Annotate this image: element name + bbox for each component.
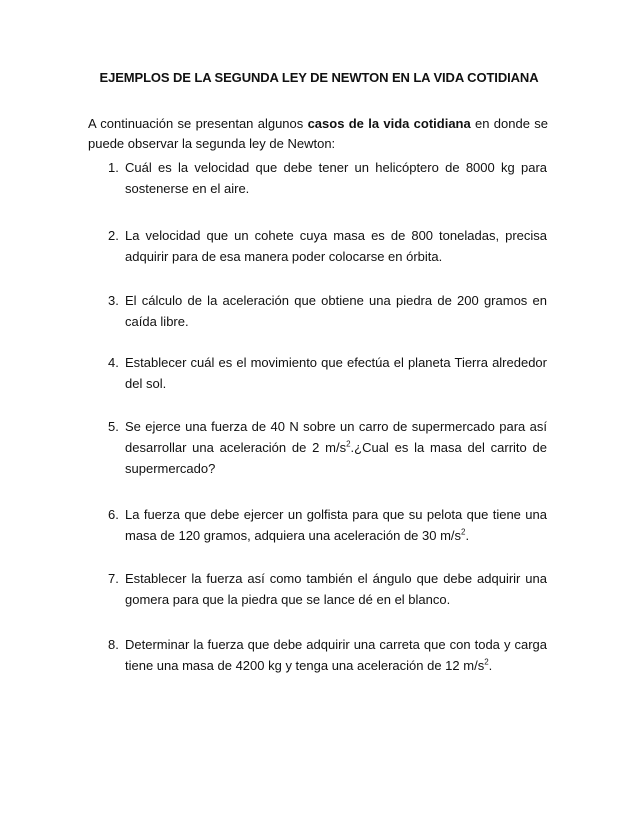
superscript: 2 <box>346 439 351 449</box>
list-item-number: 8. <box>108 637 119 652</box>
list-item-number: 7. <box>108 571 119 586</box>
list-item-text: Cuál es la velocidad que debe tener un helicóptero de 8000 kg para sostenerse en el aire. <box>125 160 547 196</box>
document-title: EJEMPLOS DE LA SEGUNDA LEY DE NEWTON EN LA VIDA COTIDIANA <box>99 70 539 85</box>
list-item-text-b: . <box>488 658 493 673</box>
list-item-text-b: .¿Cual es la masa del carrito de supermercado? <box>125 440 548 476</box>
list-item-number: 6. <box>108 507 119 522</box>
superscript: 2 <box>484 657 489 667</box>
superscript: 2 <box>461 527 466 537</box>
list-item-number: 3. <box>108 293 119 308</box>
intro-paragraph <box>88 114 548 154</box>
list-item-number: 2. <box>108 228 119 243</box>
intro-text-part1: A continuación se presentan algunos <box>88 116 308 131</box>
list-item-number: 1. <box>108 160 119 175</box>
intro-text-part2: en donde se <box>470 116 548 131</box>
list-item-text-a: Se ejerce una fuerza de 40 N sobre un carro de supermercado para así desarrollar una aceleración de 2 m/s <box>125 419 547 455</box>
list-item-text <box>125 504 547 546</box>
list-item-text: Establecer la fuerza así como también el ángulo que debe adquirir una gomera para que la piedra que se lance dé en el blanco. <box>125 571 547 607</box>
intro-bold-phrase: casos de la vida cotidiana <box>307 116 471 131</box>
list-item-text-b: . <box>465 528 470 543</box>
list-item-text-a: Determinar la fuerza que debe adquirir una carreta que con toda y carga tiene una masa de 4200 kg y tenga una aceleración de 12 m/s <box>125 637 547 673</box>
intro-line-2: puede observar la segunda ley de Newton: <box>88 136 336 151</box>
list-item-text <box>125 634 547 676</box>
list-item-text-a: La fuerza que debe ejercer un golfista para que su pelota que tiene una masa de 120 gramos, adquiera una aceleración de 30 m/s <box>125 507 547 543</box>
list-item-text: Establecer cuál es el movimiento que efectúa el planeta Tierra alrededor del sol. <box>125 355 547 391</box>
intro-line-1 <box>88 114 548 134</box>
list-item-text: El cálculo de la aceleración que obtiene una piedra de 200 gramos en caída libre. <box>125 293 547 329</box>
list-item-number: 5. <box>108 419 119 434</box>
list-item-number: 4. <box>108 355 119 370</box>
list-item-text: La velocidad que un cohete cuya masa es de 800 toneladas, precisa adquirir para de esa manera poder colocarse en órbita. <box>125 228 547 264</box>
list-item-text <box>125 416 547 479</box>
